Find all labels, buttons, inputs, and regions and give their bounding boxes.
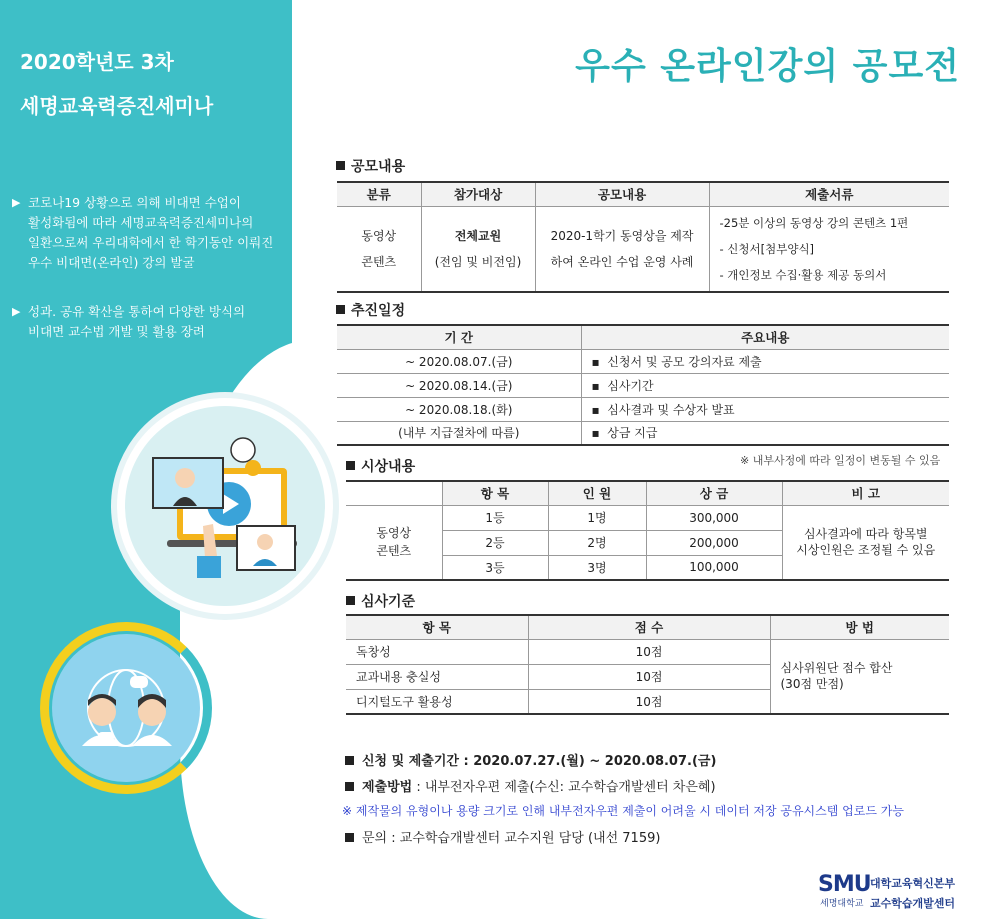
- department-name-1: 대학교육혁신본부: [870, 877, 956, 890]
- header-target: 참가대상: [421, 182, 535, 206]
- category-line1: 동영상: [361, 228, 397, 243]
- award-category-line2: 콘텐츠: [376, 544, 412, 559]
- cell-count: 3명: [548, 555, 646, 580]
- laptop-video-icon: [125, 406, 325, 606]
- contest-table: [337, 181, 949, 293]
- table-header-row: [346, 481, 949, 505]
- table-row: [346, 505, 949, 530]
- main-content-text: 상금 지급: [607, 426, 658, 441]
- table-header-row: [337, 325, 949, 349]
- main-content-text: 심사결과 및 수상자 발표: [607, 402, 735, 417]
- header-item: 항 목: [442, 481, 548, 505]
- section-heading-awards-text: 시상내용: [361, 459, 416, 475]
- submission-method-label: 제출방법: [362, 780, 413, 795]
- table-row: [337, 206, 949, 292]
- cell-documents: [709, 206, 949, 292]
- category-line2: 콘텐츠: [361, 254, 397, 269]
- table-row: [337, 373, 949, 397]
- cell-main-content: ▪ 신청서 및 공모 강의자료 제출: [581, 349, 949, 373]
- square-bullet-icon: [346, 596, 355, 605]
- square-bullet-icon: [345, 782, 354, 791]
- cell-main-content: ▪ 심사결과 및 수상자 발표: [581, 397, 949, 421]
- department-name-2: 교수학습개발센터: [870, 897, 956, 910]
- page-title: 우수 온라인강의 공모전: [575, 46, 960, 87]
- seminar-title-line2: 세명교육력증진세미나: [20, 94, 214, 118]
- smu-logo: [818, 872, 956, 910]
- cell-score: 10점: [528, 689, 770, 714]
- bullet-covid-line1: 코로나19 상황으로 의해 비대면 수업이: [28, 195, 241, 210]
- online-lecture-illustration: [117, 398, 333, 614]
- upload-note: ※ 제작물의 유형이나 용량 크기로 인해 내부전자우편 제출이 어려울 시 데이터 저장 공유시스템 업로드 가능: [342, 804, 904, 818]
- bullet-covid-line4: 우수 비대면(온라인) 강의 발굴: [28, 255, 195, 270]
- cell-item: 1등: [442, 505, 548, 530]
- cell-period: (내부 지급절차에 따름): [337, 421, 581, 445]
- method-line2: (30점 만점): [780, 677, 844, 692]
- section-heading-contest-text: 공모내용: [351, 159, 406, 175]
- application-period-label: 신청 및 제출기간: [362, 754, 459, 769]
- criteria-table: [346, 614, 949, 715]
- table-row: [337, 421, 949, 445]
- cell-criteria-item: 교과내용 충실성: [346, 664, 528, 689]
- header-period: 기 간: [337, 325, 581, 349]
- cell-criteria-item: 디지털도구 활용성: [346, 689, 528, 714]
- remark-line1: 심사결과에 따라 항목별: [803, 527, 928, 542]
- bullet-outcome-line2: 비대면 교수법 개발 및 활용 장려: [28, 324, 205, 339]
- square-bullet-icon: [346, 461, 355, 470]
- table-row: [346, 639, 949, 664]
- award-category-line1: 동영상: [376, 526, 412, 541]
- application-period-value: : 2020.07.27.(월) ~ 2020.08.07.(금): [458, 754, 717, 769]
- method-line1: 심사위원단 점수 합산: [780, 661, 893, 676]
- submission-method: [345, 776, 716, 795]
- table-header-row: [346, 615, 949, 639]
- cell-content: [535, 206, 709, 292]
- header-method: 방 법: [770, 615, 949, 639]
- header-blank: [346, 481, 442, 505]
- section-heading-awards: [346, 456, 415, 476]
- seminar-title: [20, 40, 213, 128]
- cell-period: ~ 2020.08.07.(금): [337, 349, 581, 373]
- cell-count: 2명: [548, 530, 646, 555]
- smu-logo-subtext: 세명대학교: [820, 899, 864, 909]
- section-heading-criteria: [346, 591, 415, 611]
- table-row: [337, 397, 949, 421]
- smu-logo-mark: SMU: [818, 872, 871, 897]
- content-line2: 하여 온라인 수업 운영 사례: [550, 254, 694, 269]
- bullet-covid: [12, 193, 273, 273]
- cell-item: 3등: [442, 555, 548, 580]
- contact-info: [345, 827, 660, 846]
- document-line2: - 신청서[첨부양식]: [719, 241, 815, 256]
- remark-line2: 시상인원은 조정될 수 있음: [796, 543, 936, 558]
- header-documents: 제출서류: [709, 182, 949, 206]
- globe-people-icon: [52, 634, 200, 782]
- cell-main-content: ▪ 상금 지급: [581, 421, 949, 445]
- header-remark: 비 고: [782, 481, 949, 505]
- document-line3: - 개인정보 수집·활용 제공 동의서: [719, 267, 887, 282]
- cell-method: [770, 639, 949, 714]
- header-category: 분류: [337, 182, 421, 206]
- cell-item: 2등: [442, 530, 548, 555]
- header-prize: 상 금: [646, 481, 782, 505]
- main-content-text: 신청서 및 공모 강의자료 제출: [607, 354, 762, 369]
- cell-count: 1명: [548, 505, 646, 530]
- bullet-outcome-line1: 성과. 공유 확산을 통하여 다양한 방식의: [28, 304, 246, 319]
- table-header-row: [337, 182, 949, 206]
- cell-score: 10점: [528, 664, 770, 689]
- square-bullet-icon: [336, 161, 345, 170]
- cell-criteria-item: 독창성: [346, 639, 528, 664]
- cell-award-category: [346, 505, 442, 580]
- schedule-table: [337, 324, 949, 446]
- target-line1: 전체교원: [454, 228, 502, 243]
- cell-prize: 200,000: [646, 530, 782, 555]
- document-line1: -25분 이상의 동영상 강의 콘텐츠 1편: [719, 215, 909, 230]
- header-score: 점 수: [528, 615, 770, 639]
- square-bullet-icon: [345, 756, 354, 765]
- section-heading-criteria-text: 심사기준: [361, 594, 416, 610]
- arrow-icon: ▶: [12, 305, 21, 318]
- bullet-covid-line3: 일환으로써 우리대학에서 한 학기동안 이뤄진: [28, 235, 274, 250]
- application-period: [345, 750, 716, 769]
- header-main-content: 주요내용: [581, 325, 949, 349]
- cell-period: ~ 2020.08.14.(금): [337, 373, 581, 397]
- bullet-covid-line2: 활성화됨에 따라 세명교육력증진세미나의: [28, 215, 254, 230]
- cell-prize: 100,000: [646, 555, 782, 580]
- contact-info-text: 문의 : 교수학습개발센터 교수지원 담당 (내선 7159): [362, 831, 661, 846]
- target-line2: (전임 및 비전임): [434, 254, 522, 269]
- header-content: 공모내용: [535, 182, 709, 206]
- square-bullet-icon: [345, 833, 354, 842]
- cell-main-content: ▪ 심사기간: [581, 373, 949, 397]
- cell-category: [337, 206, 421, 292]
- content-line1: 2020-1학기 동영상을 제작: [550, 228, 694, 243]
- header-count: 인 원: [548, 481, 646, 505]
- department-names: [870, 874, 955, 914]
- section-heading-contest: [336, 156, 405, 176]
- cell-score: 10점: [528, 639, 770, 664]
- bullet-outcome: [12, 302, 245, 342]
- awards-table: [346, 480, 949, 581]
- section-heading-schedule-text: 추진일정: [351, 303, 406, 319]
- global-communication-illustration: [52, 634, 200, 782]
- square-bullet-icon: [336, 305, 345, 314]
- cell-prize: 300,000: [646, 505, 782, 530]
- section-heading-schedule: [336, 300, 405, 320]
- schedule-note: ※ 내부사정에 따라 일정이 변동될 수 있음: [740, 454, 941, 467]
- submission-method-value: : 내부전자우편 제출(수신: 교수학습개발센터 차은혜): [412, 780, 716, 795]
- seminar-title-line1: 2020학년도 3차: [20, 50, 174, 74]
- cell-period: ~ 2020.08.18.(화): [337, 397, 581, 421]
- main-content-text: 심사기간: [607, 378, 654, 393]
- arrow-icon: ▶: [12, 196, 21, 209]
- cell-remark: [782, 505, 949, 580]
- header-criteria-item: 항 목: [346, 615, 528, 639]
- cell-target: [421, 206, 535, 292]
- table-row: [337, 349, 949, 373]
